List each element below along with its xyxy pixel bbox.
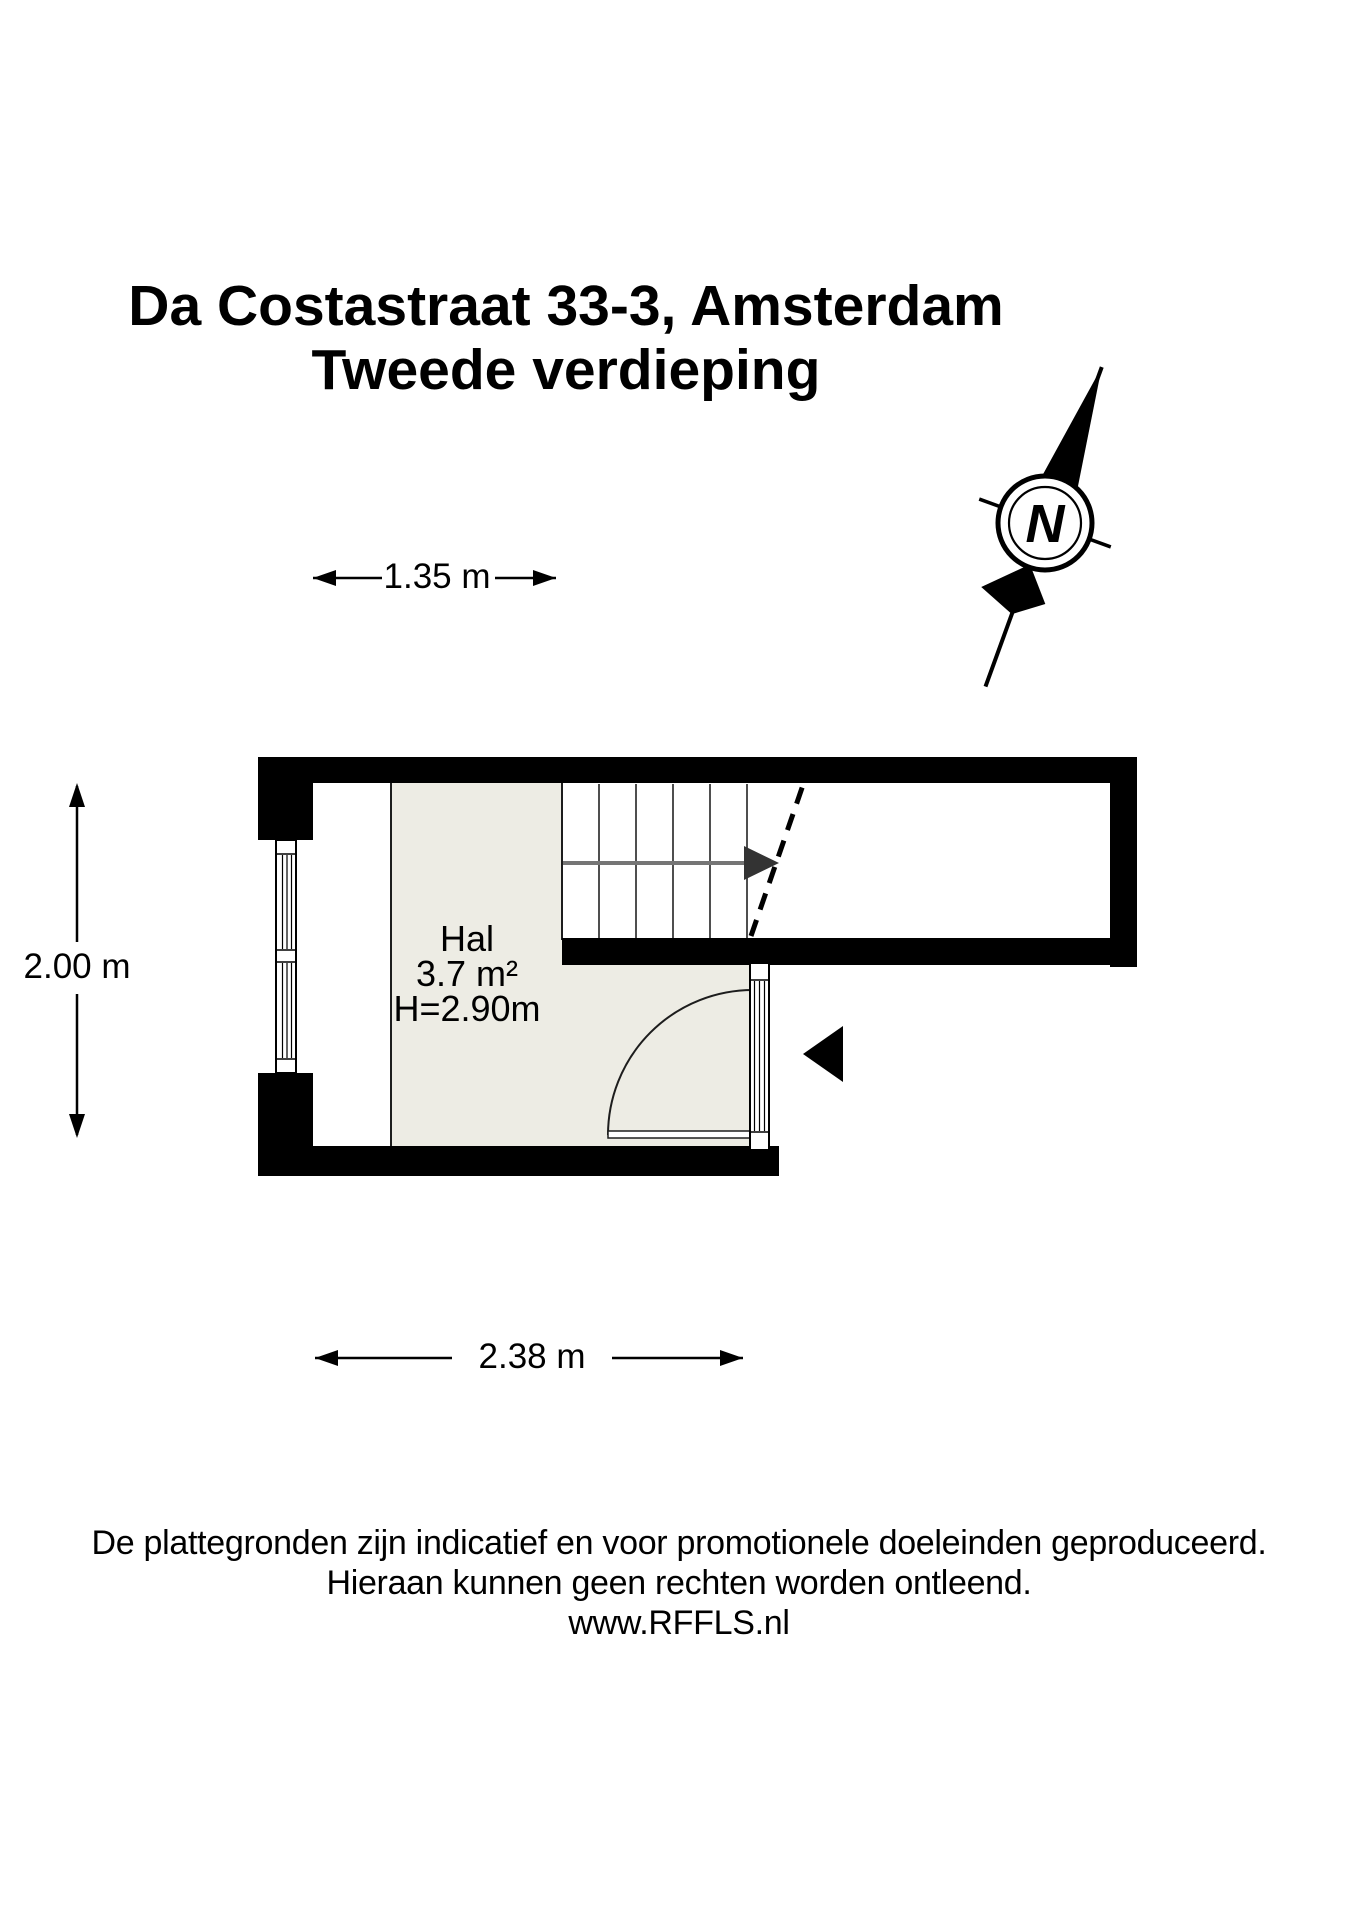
room-area: 3.7 m² [415, 953, 519, 994]
disclaimer-line1: De plattegronden zijn indicatief en voor promotionele doeleinden geproduceerd. [91, 1524, 1267, 1562]
disclaimer [0, 1523, 1358, 1643]
disclaimer-line2: Hieraan kunnen geen rechten worden ontleend. [326, 1564, 1032, 1602]
room-label-hal [357, 918, 577, 1029]
compass [920, 343, 1168, 710]
wall-top [258, 757, 1137, 783]
door-leaf [608, 1131, 753, 1138]
staircase [563, 784, 803, 938]
north-arrow-icon [1042, 361, 1120, 491]
entrance-arrow-icon [803, 1026, 843, 1082]
dimension-bottom-label: 2.38 m [478, 1337, 586, 1376]
wall-stair-bottom [562, 938, 1137, 965]
room-ceiling-height: H=2.90m [393, 988, 541, 1029]
window [276, 840, 296, 1073]
room-name: Hal [439, 918, 495, 959]
wall-right [1110, 757, 1137, 967]
disclaimer-website: www.RFFLS.nl [568, 1604, 790, 1642]
wall-bottom [258, 1146, 779, 1176]
wall-left-upper [258, 757, 313, 840]
plan-title-address: Da Costastraat 33-3, Amsterdam [128, 274, 1004, 338]
dimension-top-label: 1.35 m [383, 557, 491, 596]
dimension-left-label: 2.00 m [23, 947, 131, 986]
compass-north-label: N [1025, 494, 1065, 554]
plan-title-floor: Tweede verdieping [311, 338, 821, 402]
door-frame [750, 963, 769, 1150]
